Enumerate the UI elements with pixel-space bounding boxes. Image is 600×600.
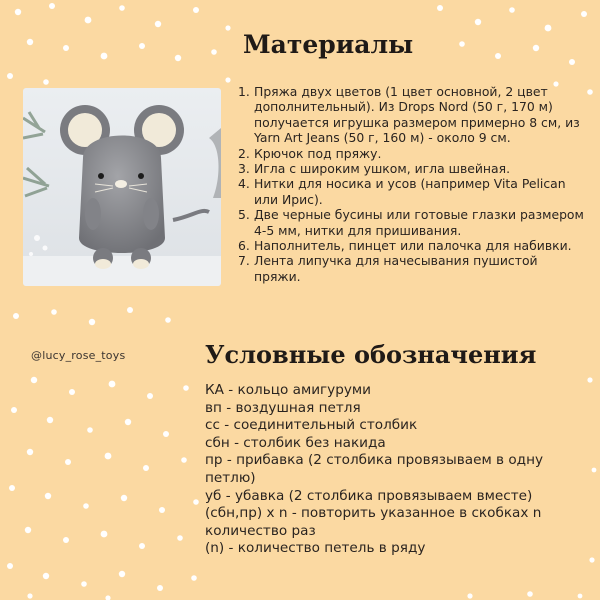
item-number: 5. <box>238 207 250 223</box>
list-item <box>234 207 584 238</box>
list-item <box>234 161 584 176</box>
item-number: 6. <box>238 238 250 254</box>
list-item <box>234 253 584 284</box>
item-number: 2. <box>238 145 250 161</box>
legend-line: КА - кольцо амигуруми <box>205 382 371 398</box>
item-text: Две черные бусины или готовые глазки размером 4-5 мм, нитки для пришивания. <box>254 207 584 238</box>
item-text: Игла с широким ушком, игла швейная. <box>254 161 511 177</box>
materials-list <box>234 84 584 284</box>
item-text: Крючок под пряжу. <box>254 145 382 161</box>
legend-line: (сбн,пр) х n - повторить указанное в скобках n количество раз <box>205 505 546 539</box>
legend-line: сс - соединительный столбик <box>205 417 418 434</box>
legend-line: (n) - количество петель в ряду <box>205 540 426 557</box>
item-number: 3. <box>238 161 250 177</box>
list-item <box>234 146 584 161</box>
list-item <box>234 176 584 207</box>
item-text: Пряжа двух цветов (1 цвет основной, 2 цвет дополнительный). Из Drops Nord (50 г, 170 м) получается игрушка размером примерно 8 см, из Yarn Art Jeans (50 г, 160 м) - около 9 см. <box>254 84 580 146</box>
item-text: Наполнитель, пинцет или палочка для набивки. <box>254 238 572 254</box>
list-item <box>234 84 584 146</box>
legend-title: Условные обозначения <box>205 340 537 369</box>
mouse-toy-photo <box>23 88 221 286</box>
instagram-handle: @lucy_rose_toys <box>31 349 126 362</box>
legend-line: пр - прибавка (2 столбика провязываем в одну петлю) <box>205 452 548 486</box>
legend-line: сбн - столбик без накида <box>205 434 386 451</box>
legend-line: вп - воздушная петля <box>205 399 361 416</box>
crochet-mouse-illustration <box>23 88 221 286</box>
item-number: 4. <box>238 176 250 192</box>
item-number: 1. <box>238 84 250 99</box>
item-text: Лента липучка для начесывания пушистой пряжи. <box>254 253 538 284</box>
item-number: 7. <box>238 253 250 269</box>
item-text: Нитки для носика и усов (например Vita Pelican или Ирис). <box>254 176 566 207</box>
list-item <box>234 238 584 253</box>
materials-title: Материалы <box>243 30 414 59</box>
legend-line: уб - убавка (2 столбика провязываем вместе) <box>205 487 533 504</box>
legend-list <box>205 382 590 558</box>
